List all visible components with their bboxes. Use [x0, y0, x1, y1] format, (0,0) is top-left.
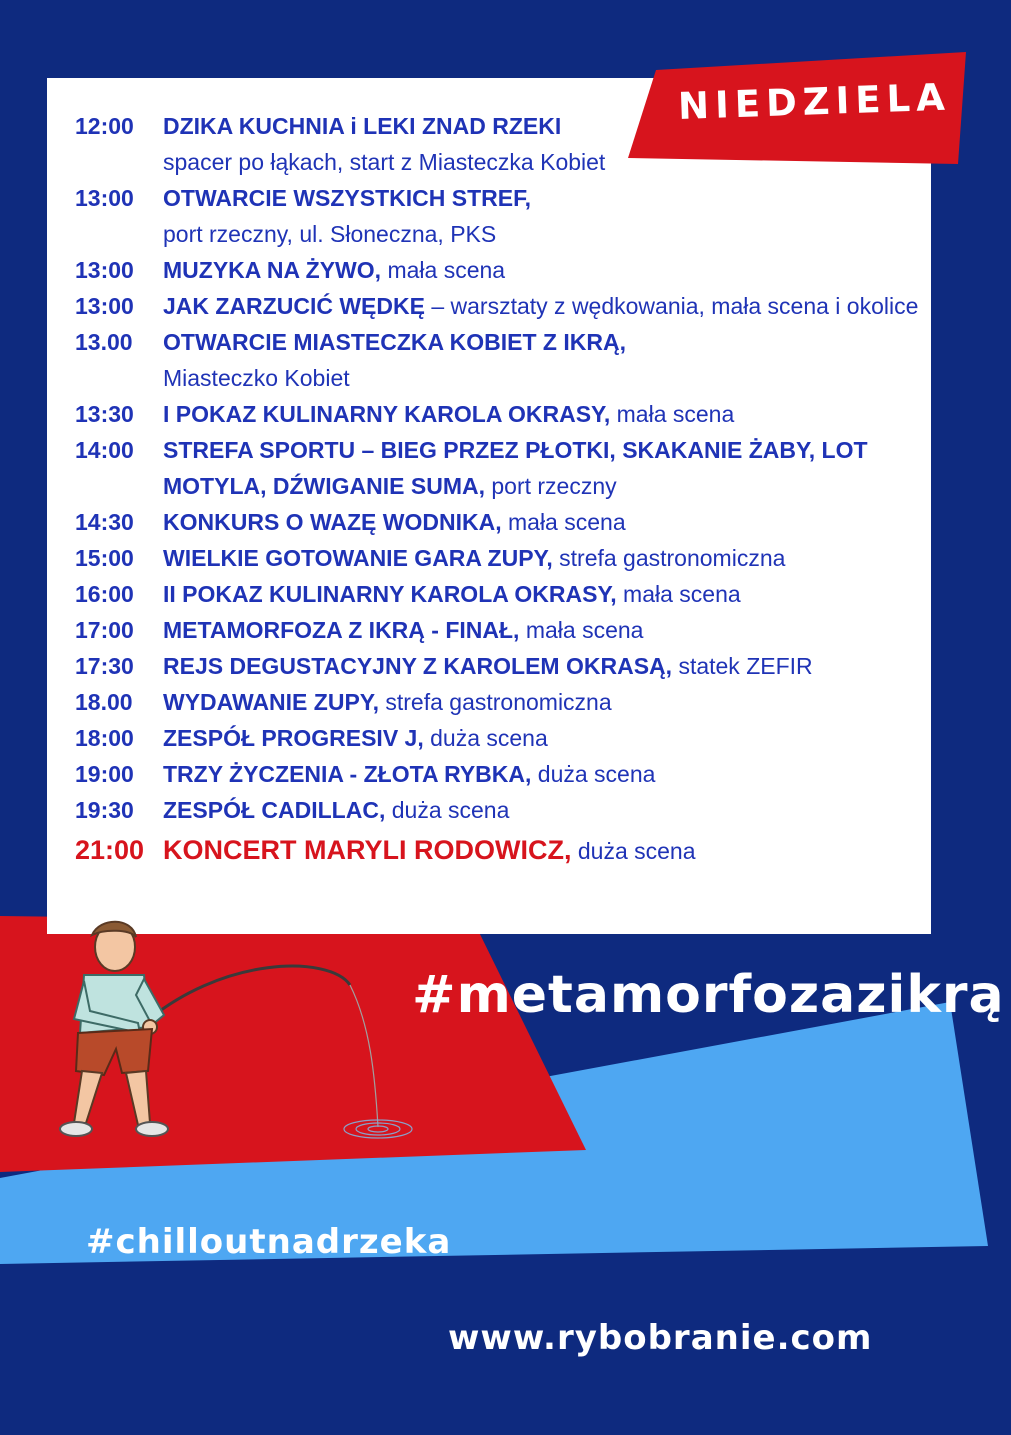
- schedule-list: [75, 108, 935, 869]
- schedule-location: spacer po łąkach, start z Miasteczka Kobiet: [163, 149, 606, 175]
- schedule-time: 13:30: [75, 401, 134, 427]
- schedule-location: port rzeczny, ul. Słoneczna, PKS: [163, 221, 497, 247]
- schedule-title: KONKURS O WAZĘ WODNIKA,: [163, 509, 502, 535]
- schedule-title: ZESPÓŁ CADILLAC,: [163, 797, 386, 823]
- schedule-title: WYDAWANIE ZUPY,: [163, 689, 379, 715]
- schedule-time: 18:00: [75, 725, 134, 751]
- schedule-description: [163, 288, 935, 324]
- schedule-item: [75, 432, 935, 504]
- schedule-description: [163, 252, 935, 288]
- schedule-description: [163, 540, 935, 576]
- hashtag-secondary: #chilloutnadrzeka: [86, 1222, 452, 1262]
- schedule-time: 14:30: [75, 509, 134, 535]
- schedule-title: OTWARCIE WSZYSTKICH STREF,: [163, 185, 531, 211]
- schedule-title: ZESPÓŁ PROGRESIV J,: [163, 725, 424, 751]
- day-label: NIEDZIELA: [677, 75, 952, 129]
- schedule-description: [163, 792, 935, 828]
- schedule-title: KONCERT MARYLI RODOWICZ,: [163, 835, 572, 865]
- schedule-description: [163, 684, 935, 720]
- schedule-title: METAMORFOZA Z IKRĄ - FINAŁ,: [163, 617, 520, 643]
- schedule-description: [163, 432, 935, 504]
- schedule-item: [75, 792, 935, 828]
- schedule-item: [75, 576, 935, 612]
- schedule-time: 18.00: [75, 689, 133, 715]
- schedule-description: [163, 720, 935, 756]
- schedule-item: [75, 648, 935, 684]
- schedule-description: [163, 180, 935, 252]
- schedule-title: DZIKA KUCHNIA i LEKI ZNAD RZEKI: [163, 113, 562, 139]
- schedule-title: II POKAZ KULINARNY KAROLA OKRASY,: [163, 581, 617, 607]
- schedule-time: 13:00: [75, 257, 134, 283]
- schedule-description: [163, 396, 935, 432]
- schedule-item: [75, 504, 935, 540]
- schedule-description: [163, 504, 935, 540]
- schedule-item: [75, 108, 935, 180]
- schedule-item: [75, 612, 935, 648]
- schedule-title: MUZYKA NA ŻYWO,: [163, 257, 382, 283]
- schedule-description: [163, 756, 935, 792]
- schedule-item: [75, 252, 935, 288]
- schedule-location: port rzeczny: [491, 473, 617, 499]
- schedule-item: [75, 684, 935, 720]
- schedule-time: 12:00: [75, 113, 134, 139]
- schedule-location: duża scena: [430, 725, 548, 751]
- schedule-description: [163, 324, 935, 396]
- schedule-location: duża scena: [537, 761, 656, 787]
- schedule-time: 13:00: [75, 185, 134, 211]
- schedule-time: 14:00: [75, 437, 134, 463]
- schedule-location: strefa gastronomiczna: [385, 689, 612, 715]
- schedule-location: duża scena: [577, 838, 696, 864]
- schedule-description: [163, 612, 935, 648]
- schedule-title: JAK ZARZUCIĆ WĘDKĘ: [163, 293, 425, 319]
- schedule-location: Miasteczko Kobiet: [163, 365, 350, 391]
- schedule-item: [75, 832, 935, 869]
- fisherman-icon: [40, 915, 420, 1155]
- schedule-item: [75, 288, 935, 324]
- schedule-time: 13.00: [75, 329, 133, 355]
- schedule-title: STREFA SPORTU – BIEG PRZEZ PŁOTKI, SKAKANIE ŻABY, LOT MOTYLA, DŹWIGANIE SUMA,: [163, 437, 868, 499]
- schedule-time: 13:00: [75, 293, 134, 319]
- schedule-location: – warsztaty z wędkowania, mała scena i okolice: [431, 293, 919, 319]
- schedule-description: [163, 576, 935, 612]
- schedule-time: 19:30: [75, 797, 134, 823]
- schedule-title: WIELKIE GOTOWANIE GARA ZUPY,: [163, 545, 553, 571]
- schedule-title: TRZY ŻYCZENIA - ZŁOTA RYBKA,: [163, 761, 532, 787]
- schedule-item: [75, 540, 935, 576]
- schedule-title: I POKAZ KULINARNY KAROLA OKRASY,: [163, 401, 611, 427]
- schedule-title: REJS DEGUSTACYJNY Z KAROLEM OKRASĄ,: [163, 653, 673, 679]
- schedule-time: 15:00: [75, 545, 134, 571]
- schedule-description: [163, 648, 935, 684]
- schedule-location: mała scena: [387, 257, 506, 283]
- schedule-location: mała scena: [508, 509, 626, 535]
- schedule-item: [75, 180, 935, 252]
- schedule-location: mała scena: [623, 581, 741, 607]
- schedule-time: 17:30: [75, 653, 134, 679]
- schedule-item: [75, 756, 935, 792]
- schedule-location: mała scena: [525, 617, 644, 643]
- schedule-location: strefa gastronomiczna: [559, 545, 786, 571]
- schedule-description: [163, 108, 935, 180]
- schedule-item: [75, 396, 935, 432]
- website-link[interactable]: www.rybobranie.com: [448, 1318, 873, 1358]
- schedule-time: 16:00: [75, 581, 134, 607]
- schedule-time: 19:00: [75, 761, 134, 787]
- schedule-time: 21:00: [75, 835, 145, 865]
- hashtag-main: #metamorfozazikrą: [412, 965, 1005, 1025]
- schedule-description: [163, 832, 935, 869]
- schedule-location: mała scena: [616, 401, 735, 427]
- schedule-location: duża scena: [391, 797, 510, 823]
- schedule-title: OTWARCIE MIASTECZKA KOBIET Z IKRĄ,: [163, 329, 626, 355]
- schedule-location: statek ZEFIR: [678, 653, 813, 679]
- schedule-item: [75, 324, 935, 396]
- schedule-item: [75, 720, 935, 756]
- schedule-time: 17:00: [75, 617, 134, 643]
